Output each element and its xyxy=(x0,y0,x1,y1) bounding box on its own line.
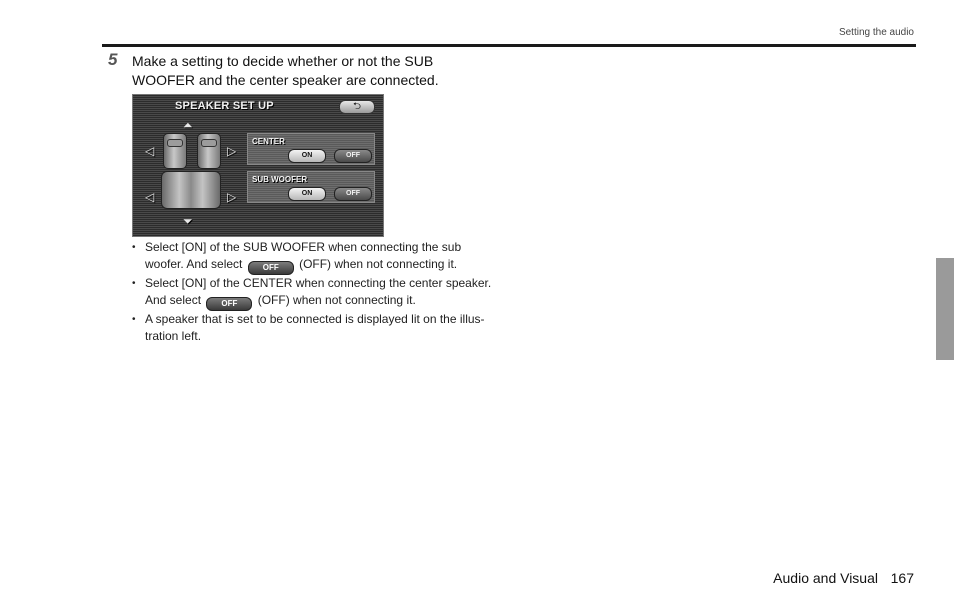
front-left-seat xyxy=(163,133,187,169)
bullet-item xyxy=(132,275,497,311)
step-text: Make a setting to decide whether or not the SUB WOOFER and the center speaker are connected. xyxy=(132,53,439,88)
speaker-setup-screen xyxy=(132,94,384,237)
bullet-text: (OFF) when not connecting it. xyxy=(254,293,416,307)
front-left-speaker-icon: ◁ xyxy=(145,144,155,158)
header-section-title: Setting the audio xyxy=(838,27,914,38)
header-rule xyxy=(102,44,916,47)
subwoofer-label: SUB WOOFER xyxy=(252,175,308,184)
bullet-item xyxy=(132,311,497,345)
back-button[interactable]: ⮌ xyxy=(339,100,375,114)
footer-section-title: Audio and Visual xyxy=(773,570,878,586)
center-panel xyxy=(247,133,375,165)
rear-bench-seat xyxy=(161,171,221,209)
bullet-text: (OFF) when not connecting it. xyxy=(295,257,458,271)
front-speaker-icon: ⏶ xyxy=(183,118,193,132)
subwoofer-on-button[interactable]: ON xyxy=(288,187,326,201)
off-button-icon: OFF xyxy=(206,297,252,311)
chapter-side-tab xyxy=(936,258,954,360)
subwoofer-icon: ⏷ xyxy=(183,214,193,228)
bullet-text: Select [ON] of the SUB WOOFER when connecting the sub woofer. And select xyxy=(145,240,462,271)
subwoofer-panel xyxy=(247,171,375,203)
center-label: CENTER xyxy=(252,137,285,146)
front-right-speaker-icon: ▷ xyxy=(227,144,237,158)
rear-right-speaker-icon: ▷ xyxy=(227,190,237,204)
page-number: 167 xyxy=(890,570,914,586)
subwoofer-off-button[interactable]: OFF xyxy=(334,187,372,201)
front-right-seat xyxy=(197,133,221,169)
bullet-text: Select [ON] of the CENTER when connecting the center speaker. And select xyxy=(145,276,492,307)
rear-left-speaker-icon: ◁ xyxy=(145,190,155,204)
center-on-button[interactable]: ON xyxy=(288,149,326,163)
screen-title: SPEAKER SET UP xyxy=(175,100,274,112)
off-button-icon: OFF xyxy=(248,261,294,275)
center-off-button[interactable]: OFF xyxy=(334,149,372,163)
step-number: 5 xyxy=(108,50,118,69)
instruction-bullets xyxy=(132,239,497,345)
bullet-item xyxy=(132,239,497,275)
bullet-text: A speaker that is set to be connected is displayed lit on the illus-tration left. xyxy=(145,312,485,343)
